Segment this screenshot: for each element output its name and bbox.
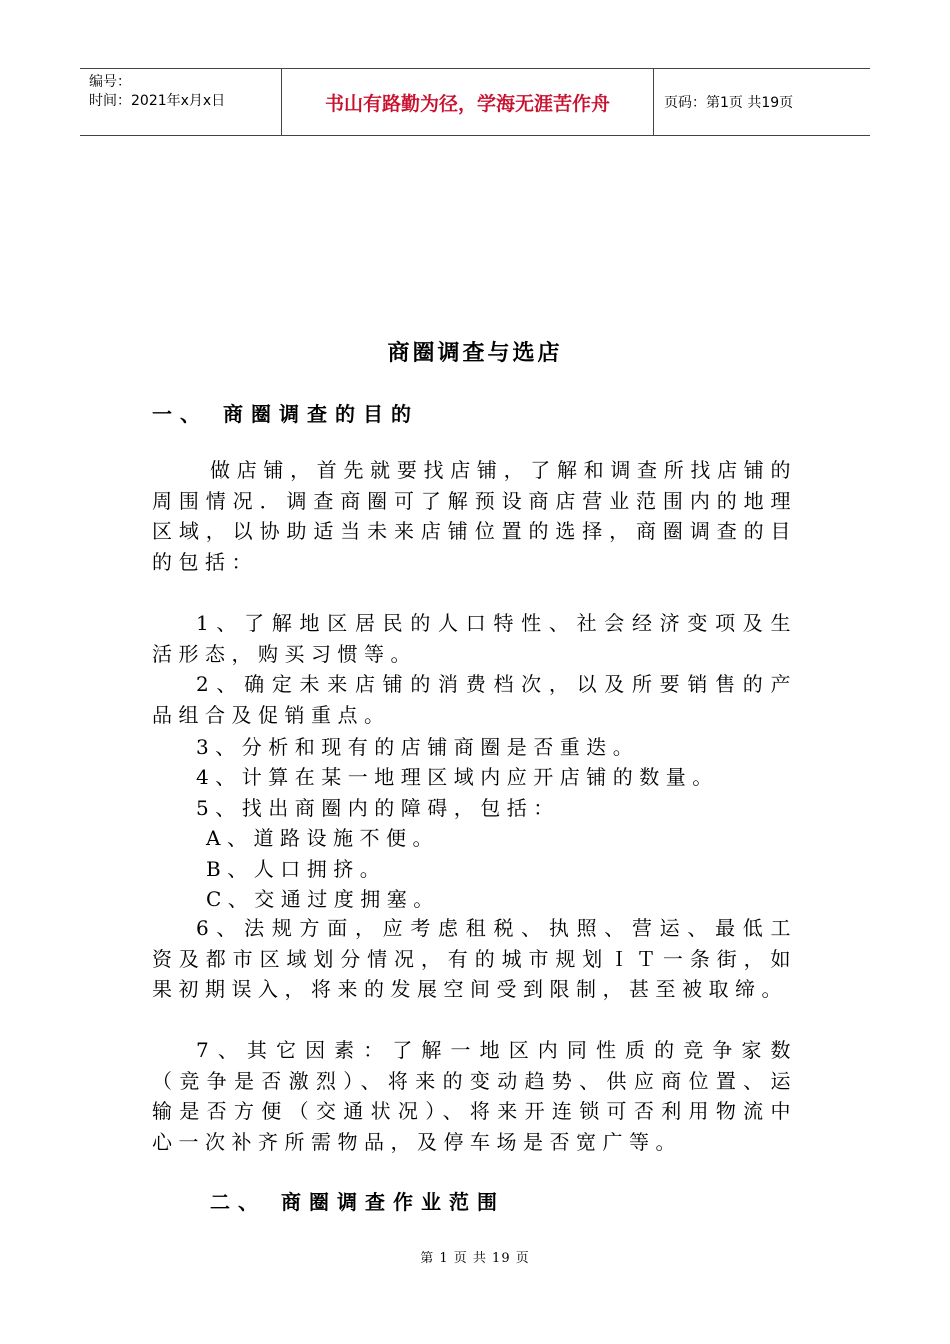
time-label: 时间：2021年x月x日 [89, 93, 226, 109]
page-header [80, 68, 870, 136]
sub-item-a: A、道路设施不便。 [206, 826, 439, 850]
sub-item-b: B、人口拥挤。 [206, 857, 387, 881]
list-item-7: 7、其它因素：了解一地区内同性质的竞争家数（竞争是否激烈）、将来的变动趋势、供应商位置、运输是否方便（交通状况）、将来开连锁可否利用物流中心一次补齐所需物品，及停车场是否宽广等。 [152, 1038, 797, 1154]
document-title: 商圈调查与选店 [387, 341, 563, 366]
header-page-info: 页码：第1页 共19页 [664, 95, 794, 111]
section-heading-1: 一、 商圈调查的目的 [152, 402, 419, 426]
list-item-6: 6、法规方面，应考虑租税、执照、营运、最低工资及都市区域划分情况，有的城市规划ＩＴ一条街，如果初期误入，将来的发展空间受到限制，甚至被取缔。 [152, 916, 797, 1001]
intro-paragraph: 做店铺，首先就要找店铺，了解和调查所找店铺的周围情况．调查商圈可了解预设商店营业范围内的地理区域，以协助适当未来店铺位置的选择，商圈调查的目的包括： [152, 458, 797, 574]
sub-item-c: C、交通过度拥塞。 [206, 887, 440, 911]
section-heading-2: 二、 商圈调查作业范围 [210, 1190, 505, 1214]
list-item-4: 4、计算在某一地理区域内应开店铺的数量。 [196, 765, 719, 789]
list-item-5: 5、找出商圈内的障碍，包括： [196, 796, 560, 820]
list-item-3: 3、分析和现有的店铺商圈是否重迭。 [196, 735, 640, 759]
page-footer: 第 1 页 共 19 页 [420, 1251, 530, 1266]
list-item-2: 2、确定未来店铺的消费档次，以及所要销售的产品组合及促销重点。 [152, 672, 797, 727]
list-item-1: 1、了解地区居民的人口特性、社会经济变项及生活形态，购买习惯等。 [152, 611, 797, 666]
header-meta [80, 69, 281, 135]
header-motto: 书山有路勤为径，学海无涯苦作舟 [281, 69, 654, 135]
number-label: 编号： [89, 74, 131, 90]
